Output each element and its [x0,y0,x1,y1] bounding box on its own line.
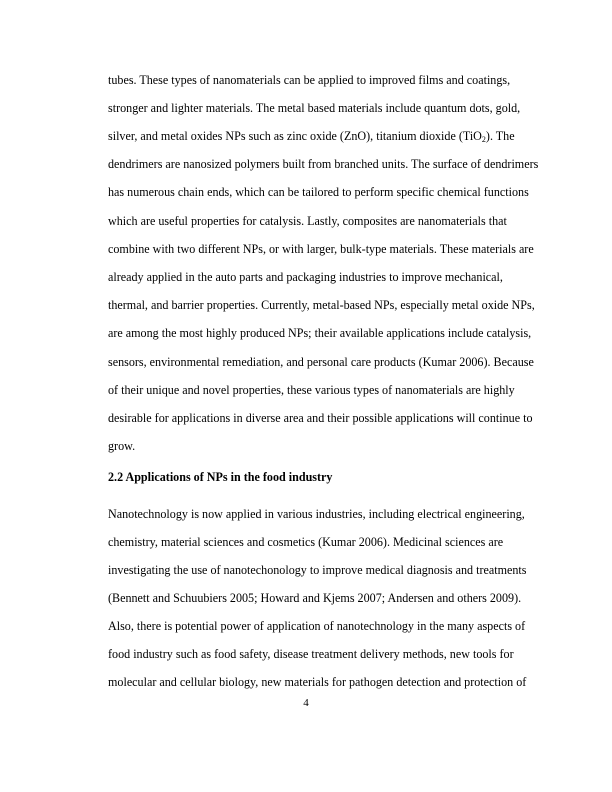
text-line: investigating the use of nanotechonology to improve medical diagnosis and treatments [108,563,527,577]
text-line: stronger and lighter materials. The metal based materials include quantum dots, gold, [108,101,521,115]
text-span: ). The [485,129,515,143]
text-line: Nanotechnology is now applied in various industries, including electrical engineering, [108,507,525,521]
text-line: desirable for applications in diverse area and their possible applications will continue to [108,411,533,425]
text-span: silver, and metal oxides NPs such as zinc oxide (ZnO), titanium dioxide (TiO [108,129,482,143]
text-line: dendrimers are nanosized polymers built from branched units. The surface of dendrimers [108,157,539,171]
page-number: 4 [303,697,309,709]
text-line: of their unique and novel properties, these various types of nanomaterials are highly [108,383,515,397]
text-line: combine with two different NPs, or with larger, bulk-type materials. These materials are [108,242,534,256]
text-line: molecular and cellular biology, new materials for pathogen detection and protection of [108,675,527,689]
text-line: chemistry, material sciences and cosmetics (Kumar 2006). Medicinal sciences are [108,535,504,549]
text-line: which are useful properties for catalysis. Lastly, composites are nanomaterials that [108,214,507,228]
text-line: food industry such as food safety, disease treatment delivery methods, new tools for [108,647,514,661]
text-line: has numerous chain ends, which can be tailored to perform specific chemical functions [108,185,529,199]
text-line: grow. [108,439,136,453]
text-line: are among the most highly produced NPs; their available applications include catalysis, [108,326,532,340]
text-line: sensors, environmental remediation, and personal care products (Kumar 2006). Because [108,355,534,369]
text-line: (Bennett and Schuubiers 2005; Howard and Kjems 2007; Andersen and others 2009). [108,591,522,605]
text-line: thermal, and barrier properties. Currently, metal-based NPs, especially metal oxide NPs, [108,298,535,312]
text-line: Also, there is potential power of application of nanotechnology in the many aspects of [108,619,526,633]
text-line: already applied in the auto parts and packaging industries to improve mechanical, [108,270,503,284]
text-line: tubes. These types of nanomaterials can be applied to improved films and coatings, [108,73,511,87]
subscript: 2 [481,135,486,144]
text-line [108,128,515,144]
section-heading: 2.2 Applications of NPs in the food industry [108,470,333,484]
